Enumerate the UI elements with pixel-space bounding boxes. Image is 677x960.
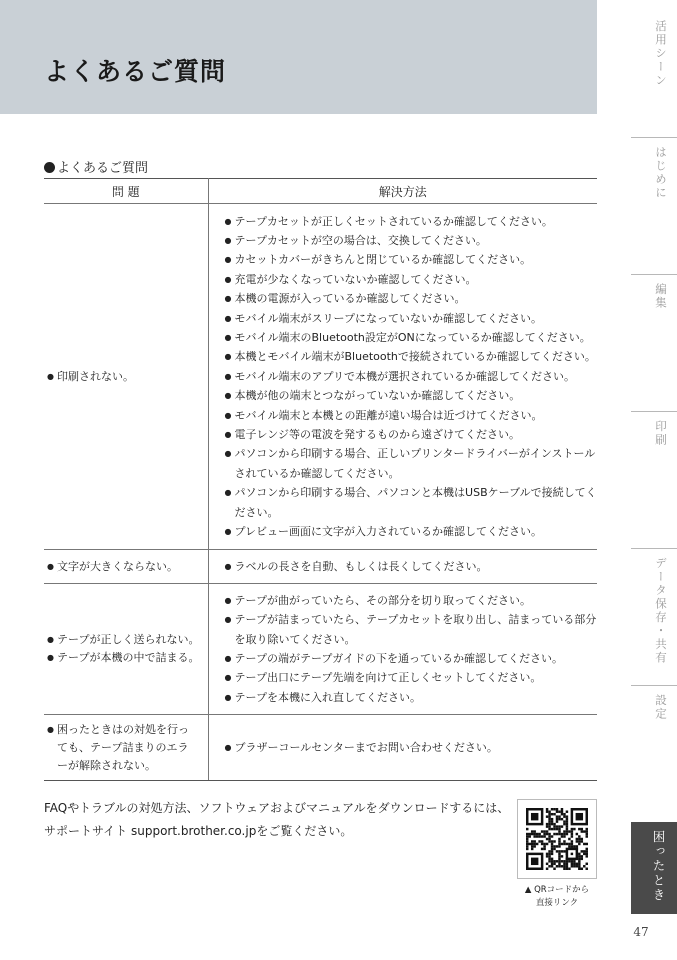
list-item: ● モバイル端末のBluetooth設定がONになっているか確認してください。 bbox=[225, 328, 598, 347]
qr-caption-line: ▲ QRコードから bbox=[524, 885, 590, 895]
answer-list bbox=[225, 212, 598, 542]
list-item: ● パソコンから印刷する場合、パソコンと本機はUSBケーブルで接続してください。 bbox=[225, 483, 598, 522]
answer-list bbox=[225, 591, 598, 707]
list-item: ● モバイル端末のアプリで本機が選択されているか確認してください。 bbox=[225, 367, 598, 386]
bullet-icon bbox=[44, 162, 55, 173]
answer-cell bbox=[208, 584, 597, 715]
list-item: ● テープが詰まっていたら、テープカセットを取り出し、詰まっている部分を取り除いてください。 bbox=[225, 610, 598, 649]
table-row bbox=[44, 584, 597, 715]
qr-caption-line: 直接リンク bbox=[535, 898, 579, 908]
list-item: ● モバイル端末がスリープになっていないか確認してください。 bbox=[225, 309, 598, 328]
section-heading-text: よくあるご質問 bbox=[57, 161, 149, 176]
table-row bbox=[44, 715, 597, 781]
list-item: ● ラベルの長さを自動、もしくは長くしてください。 bbox=[225, 557, 598, 576]
page-title: よくあるご質問 bbox=[44, 57, 227, 86]
answer-list bbox=[225, 557, 598, 576]
qr-caption bbox=[512, 884, 602, 910]
question-text: ● 困ったときはの対処を行っても、テープ詰まりのエラーが解除されない。 bbox=[47, 721, 192, 775]
list-item: ● 本機の電源が入っているか確認してください。 bbox=[225, 289, 598, 308]
list-item: ● 充電が少なくなっていないか確認してください。 bbox=[225, 270, 598, 289]
tab-insatsu[interactable]: 印刷 bbox=[631, 411, 677, 543]
list-item: ● テープが曲がっていたら、その部分を切り取ってください。 bbox=[225, 591, 598, 610]
question-text: ● テープが正しく送られない。 bbox=[47, 631, 208, 649]
list-item: ● テープの端がテープガイドの下を通っているか確認してください。 bbox=[225, 649, 598, 668]
question-text: ● テープが本機の中で詰まる。 bbox=[47, 649, 208, 667]
qr-code-graphic bbox=[526, 808, 588, 870]
list-item: ● 電子レンジ等の電波を発するものから遠ざけてください。 bbox=[225, 425, 598, 444]
qr-code-icon[interactable] bbox=[517, 799, 597, 879]
faq-table bbox=[44, 178, 597, 781]
list-item: ● モバイル端末と本機との距離が遠い場合は近づけてください。 bbox=[225, 406, 598, 425]
list-item: ● テープを本機に入れ直してください。 bbox=[225, 688, 598, 707]
table-row bbox=[44, 204, 597, 550]
tab-settei[interactable]: 設定 bbox=[631, 685, 677, 817]
question-cell bbox=[44, 584, 208, 715]
tab-hajimeni[interactable]: はじめに bbox=[631, 137, 677, 269]
list-item: ● テープ出口にテープ先端を向けて正しくセットしてください。 bbox=[225, 668, 598, 687]
header-band bbox=[0, 0, 597, 114]
support-info-line: FAQやトラブルの対処方法、ソフトウェアおよびマニュアルをダウンロードするには、 bbox=[44, 801, 510, 815]
section-heading bbox=[44, 157, 148, 176]
table-row bbox=[44, 550, 597, 584]
column-header-question: 問 題 bbox=[44, 179, 208, 204]
list-item: ● プレビュー画面に文字が入力されているか確認してください。 bbox=[225, 522, 598, 541]
list-item: ● テープカセットが正しくセットされているか確認してください。 bbox=[225, 212, 598, 231]
tab-henshu[interactable]: 編集 bbox=[631, 274, 677, 406]
support-info bbox=[44, 797, 514, 843]
list-item: ● パソコンから印刷する場合、正しいプリンタードライバーがインストールされているか確認してください。 bbox=[225, 444, 598, 483]
list-item: ● ブラザーコールセンターまでお問い合わせください。 bbox=[225, 738, 598, 757]
list-item: ● 本機が他の端末とつながっていないか確認してください。 bbox=[225, 386, 598, 405]
question-cell bbox=[44, 204, 208, 550]
tab-katsuyo-scene[interactable]: 活用シーン bbox=[654, 20, 668, 88]
list-item: ● 本機とモバイル端末がBluetoothで接続されているか確認してください。 bbox=[225, 347, 598, 366]
support-info-line: サポートサイト support.brother.co.jpをご覧ください。 bbox=[44, 824, 353, 838]
chapter-tabs bbox=[631, 0, 677, 960]
page-number: 47 bbox=[633, 925, 649, 939]
question-text: ● 文字が大きくならない。 bbox=[47, 558, 208, 576]
question-text: ● 印刷されない。 bbox=[47, 368, 208, 386]
tab-komatta-toki[interactable]: 困ったとき bbox=[631, 822, 677, 914]
answer-cell bbox=[208, 550, 597, 584]
answer-list bbox=[225, 738, 598, 757]
question-cell bbox=[44, 715, 208, 781]
table-header-row bbox=[44, 179, 597, 204]
list-item: ● カセットカバーがきちんと閉じているか確認してください。 bbox=[225, 250, 598, 269]
answer-cell bbox=[208, 204, 597, 550]
answer-cell bbox=[208, 715, 597, 781]
tab-data-hozon-kyoyu[interactable]: データ保存・共有 bbox=[631, 548, 677, 680]
list-item: ● テープカセットが空の場合は、交換してください。 bbox=[225, 231, 598, 250]
question-cell bbox=[44, 550, 208, 584]
column-header-solution: 解決方法 bbox=[208, 179, 597, 204]
